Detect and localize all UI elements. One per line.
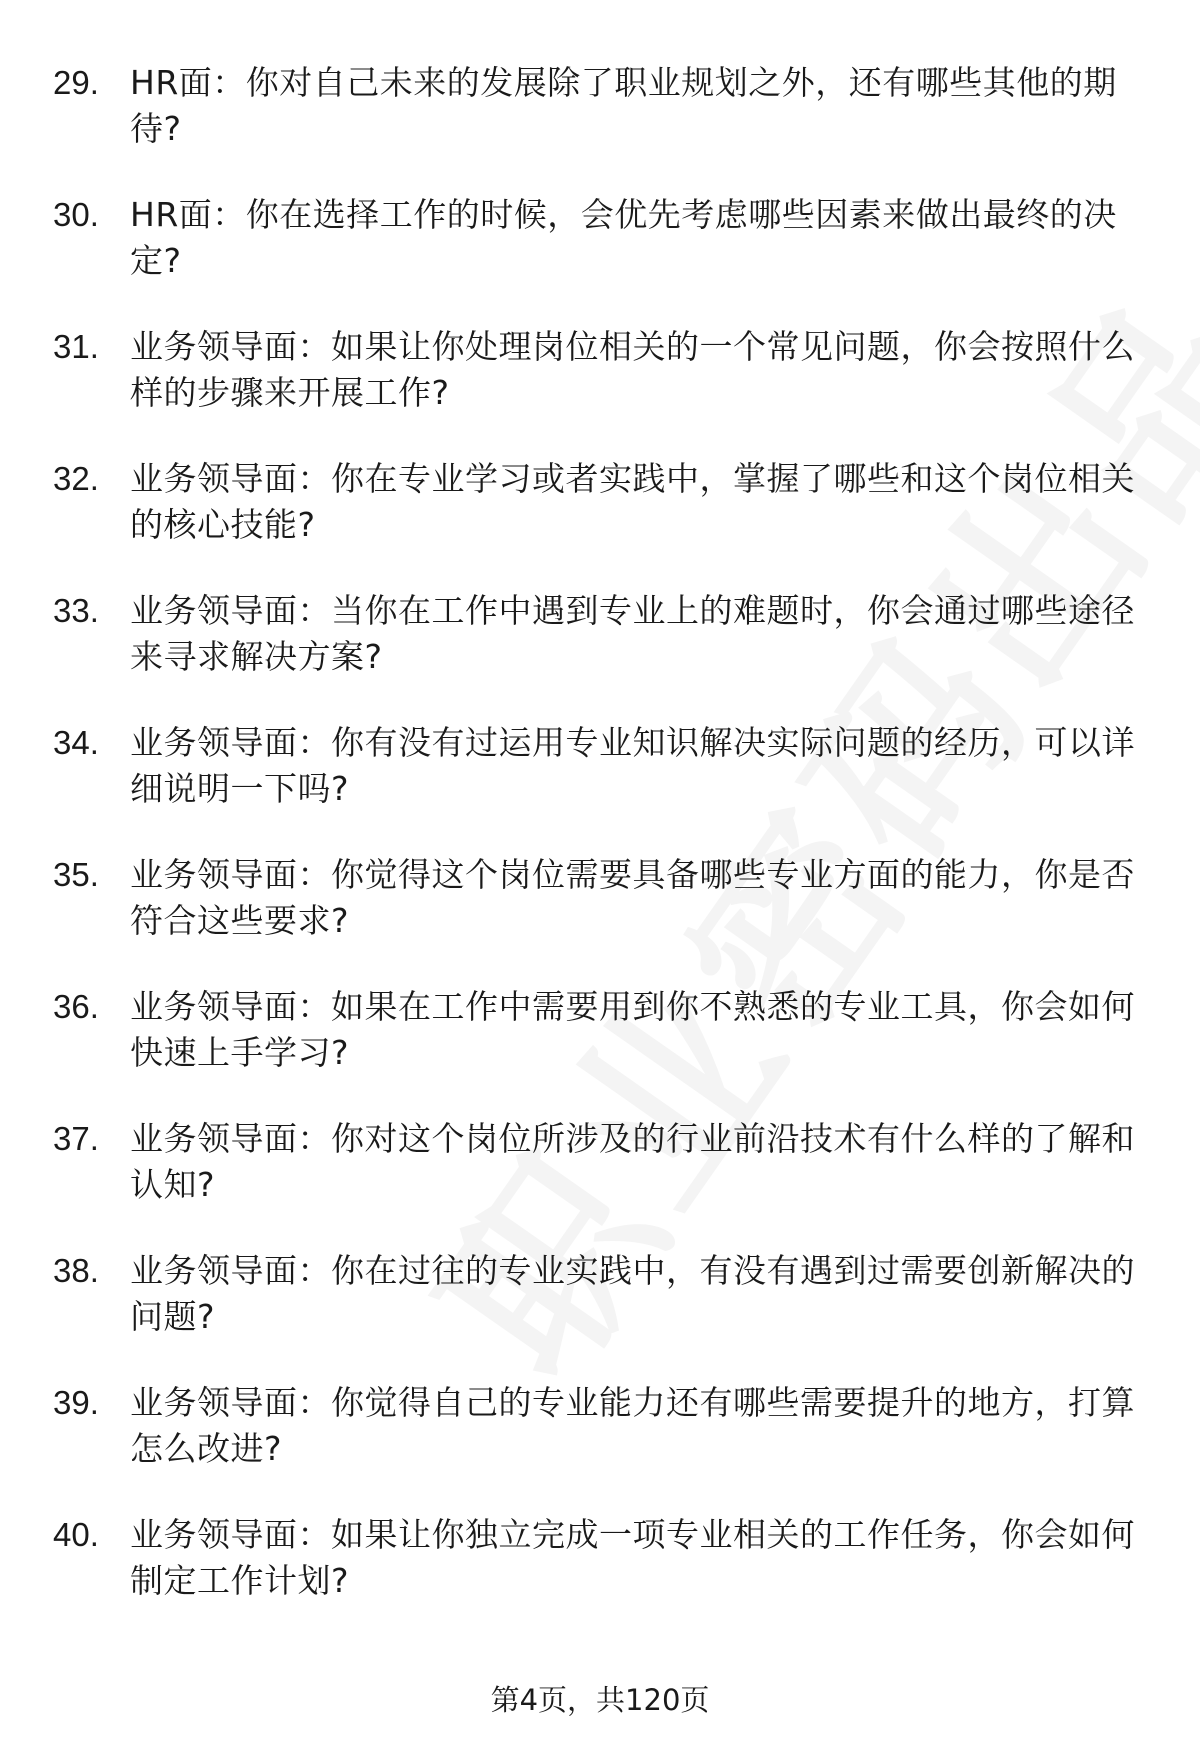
question-item [0,60,1200,192]
question-number: 40. [53,1516,99,1553]
question-number: 34. [53,724,99,761]
question-item [0,324,1200,456]
question-text: 业务领导面：你对这个岗位所涉及的行业前沿技术有什么样的了解和认知? [130,1119,1135,1204]
question-number: 37. [53,1120,99,1157]
question-item [0,984,1200,1116]
question-text: 业务领导面：你有没有过运用专业知识解决实际问题的经历，可以详细说明一下吗? [130,723,1135,808]
question-text: 业务领导面：你在过往的专业实践中，有没有遇到过需要创新解决的问题? [130,1251,1135,1336]
question-item [0,1512,1200,1644]
question-number: 36. [53,988,99,1025]
question-number: 39. [53,1384,99,1421]
question-text: 业务领导面：如果让你处理岗位相关的一个常见问题，你会按照什么样的步骤来开展工作? [130,327,1135,412]
question-text: 业务领导面：如果在工作中需要用到你不熟悉的专业工具，你会如何快速上手学习? [130,987,1135,1072]
question-number: 29. [53,64,99,101]
question-number: 33. [53,592,99,629]
question-text: HR面：你在选择工作的时候，会优先考虑哪些因素来做出最终的决定? [130,195,1117,280]
question-item [0,720,1200,852]
question-number: 35. [53,856,99,893]
question-text: 业务领导面：如果让你独立完成一项专业相关的工作任务，你会如何制定工作计划? [130,1515,1135,1600]
question-text: 业务领导面：你在专业学习或者实践中，掌握了哪些和这个岗位相关的核心技能? [130,459,1135,544]
question-list [0,60,1200,1644]
question-text: HR面：你对自己未来的发展除了职业规划之外，还有哪些其他的期待? [130,63,1117,148]
question-number: 31. [53,328,99,365]
question-text: 业务领导面：你觉得自己的专业能力还有哪些需要提升的地方，打算怎么改进? [130,1383,1135,1468]
question-text: 业务领导面：当你在工作中遇到专业上的难题时，你会通过哪些途径来寻求解决方案? [130,591,1135,676]
question-number: 38. [53,1252,99,1289]
question-item [0,1248,1200,1380]
question-item [0,1380,1200,1512]
page-footer [0,1680,1200,1720]
page-number: 第4页，共120页 [490,1683,710,1717]
question-number: 30. [53,196,99,233]
question-item [0,192,1200,324]
question-item [0,588,1200,720]
question-item [0,1116,1200,1248]
question-number: 32. [53,460,99,497]
question-item [0,852,1200,984]
question-text: 业务领导面：你觉得这个岗位需要具备哪些专业方面的能力，你是否符合这些要求? [130,855,1135,940]
question-item [0,456,1200,588]
